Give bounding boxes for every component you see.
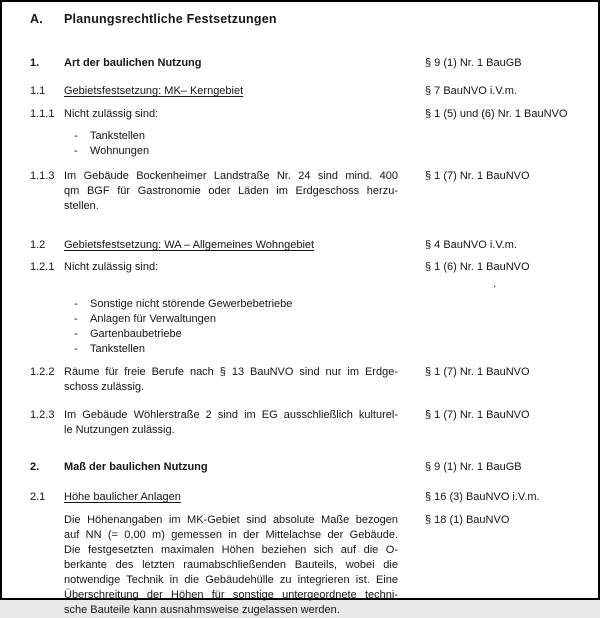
clause-text: Nicht zulässig sind: bbox=[64, 108, 159, 120]
dash-bullet: - bbox=[74, 313, 78, 325]
paragraph-line: notwendige Technik in die Gebäudehülle zu integrieren ist. Eine bbox=[64, 574, 398, 586]
clause-paragraph bbox=[64, 169, 425, 214]
paragraph-line: schoss zulässig. bbox=[64, 381, 145, 393]
dash-bullet: - bbox=[74, 130, 78, 142]
paragraph-line: Die festgesetzten maximalen Höhen beziehen sich auf die O- bbox=[64, 544, 398, 556]
legal-reference: § 9 (1) Nr. 1 BauGB bbox=[425, 57, 522, 69]
paragraph-line: le Nutzungen zulässig. bbox=[64, 424, 175, 436]
legal-reference: § 1 (6) Nr. 1 BauNVO bbox=[425, 261, 530, 273]
section-number: 1.1.1 bbox=[30, 108, 55, 120]
paragraph-line: Im Gebäude Wöhlerstraße 2 sind im EG ausschließlich kulturel- bbox=[64, 409, 398, 421]
section-heading: Art der baulichen Nutzung bbox=[64, 57, 202, 69]
paragraph-line: Räume für freie Berufe nach § 13 BauNVO sind nur im Erdge- bbox=[64, 366, 398, 378]
section-number: 1.1.3 bbox=[30, 170, 55, 182]
subsection-heading: Höhe baulicher Anlagen bbox=[64, 491, 181, 503]
page-title: Planungsrechtliche Festsetzungen bbox=[64, 12, 277, 26]
legal-reference: § 1 (7) Nr. 1 BauNVO bbox=[425, 409, 530, 421]
paragraph-line: Im Gebäude Bockenheimer Landstraße Nr. 24 sind mind. 400 bbox=[64, 170, 398, 182]
subsection-heading: Gebietsfestsetzung: WA – Allgemeines Wohngebiet bbox=[64, 239, 315, 251]
legal-reference: § 1 (7) Nr. 1 BauNVO bbox=[425, 366, 530, 378]
section-number: 2.1 bbox=[30, 491, 46, 503]
list-item bbox=[64, 312, 425, 327]
legal-reference: § 9 (1) Nr. 1 BauGB bbox=[425, 461, 522, 473]
paragraph-line: Die Höhenangaben im MK-Gebiet sind absolute Maße bezogen bbox=[64, 514, 398, 526]
list-item bbox=[64, 129, 425, 144]
list-item-label: Tankstellen bbox=[90, 130, 146, 142]
clause-paragraph bbox=[64, 408, 425, 438]
section-number: 1.2.1 bbox=[30, 261, 55, 273]
section-row-2 bbox=[2, 460, 598, 475]
section-row-1-2-1 bbox=[2, 260, 598, 289]
list-item bbox=[64, 342, 425, 357]
bullet-list-1 bbox=[2, 129, 598, 159]
list-item-label: Tankstellen bbox=[90, 343, 146, 355]
dash-bullet: - bbox=[74, 343, 78, 355]
list-item-label: Anlagen für Verwaltungen bbox=[90, 313, 216, 325]
section-number: 1.2.2 bbox=[30, 366, 55, 378]
section-row-2-1-body bbox=[2, 513, 598, 618]
section-number: 1.2.3 bbox=[30, 409, 55, 421]
paragraph-line: Überschreitung der Höhen für sonstige untergeordnete techni- bbox=[64, 589, 398, 601]
legal-reference: § 4 BauNVO i.V.m. bbox=[425, 239, 517, 251]
section-row-1-1-1 bbox=[2, 107, 598, 122]
subsection-heading: Gebietsfestsetzung: MK– Kerngebiet bbox=[64, 85, 244, 97]
document-title-row bbox=[2, 12, 598, 27]
legal-reference: § 1 (5) und (6) Nr. 1 BauNVO bbox=[425, 108, 568, 120]
paragraph-line: sche Bauteile kann ausnahmsweise zugelassen werden. bbox=[64, 604, 340, 616]
clause-text: Nicht zulässig sind: bbox=[64, 261, 159, 273]
dash-bullet: - bbox=[74, 145, 78, 157]
dash-bullet: - bbox=[74, 298, 78, 310]
stray-dot: . bbox=[493, 278, 497, 290]
list-item bbox=[64, 297, 425, 312]
legal-reference: § 16 (3) BauNVO i.V.m. bbox=[425, 491, 540, 503]
section-row-1 bbox=[2, 56, 598, 71]
paragraph-line: berkante des letzten raumabschließenden Bauteils, wobei die bbox=[64, 559, 398, 571]
list-item-label: Sonstige nicht störende Gewerbebetriebe bbox=[90, 298, 293, 310]
section-row-1-2 bbox=[2, 238, 598, 253]
list-item-label: Wohnungen bbox=[90, 145, 150, 157]
title-number: A. bbox=[30, 12, 43, 26]
section-row-1-2-3 bbox=[2, 408, 598, 438]
list-item bbox=[64, 327, 425, 342]
legal-reference: § 7 BauNVO i.V.m. bbox=[425, 85, 517, 97]
section-heading: Maß der baulichen Nutzung bbox=[64, 461, 208, 473]
section-number: 1.2 bbox=[30, 239, 46, 251]
section-row-2-1 bbox=[2, 490, 598, 505]
list-item bbox=[64, 144, 425, 159]
section-number: 1.1 bbox=[30, 85, 46, 97]
paragraph-line: stellen. bbox=[64, 200, 99, 212]
bullet-list-2 bbox=[2, 297, 598, 357]
dash-bullet: - bbox=[74, 328, 78, 340]
paragraph-line: auf NN (= 0,00 m) gemessen in der Mittelachse der Gebäude. bbox=[64, 529, 398, 541]
section-number: 2. bbox=[30, 461, 40, 473]
section-row-1-2-2 bbox=[2, 365, 598, 395]
list-item-label: Gartenbaubetriebe bbox=[90, 328, 182, 340]
legal-reference-block bbox=[425, 260, 588, 289]
section-row-1-1-3 bbox=[2, 169, 598, 214]
clause-paragraph bbox=[64, 513, 425, 618]
clause-paragraph bbox=[64, 365, 425, 395]
section-row-1-1 bbox=[2, 84, 598, 99]
legal-reference: § 1 (7) Nr. 1 BauNVO bbox=[425, 170, 530, 182]
section-number: 1. bbox=[30, 57, 40, 69]
title-ref-empty bbox=[425, 12, 588, 27]
paragraph-line: qm BGF für Gastronomie oder Läden im Erdgeschoss herzu- bbox=[64, 185, 398, 197]
legal-reference: § 18 (1) BauNVO bbox=[425, 514, 510, 526]
